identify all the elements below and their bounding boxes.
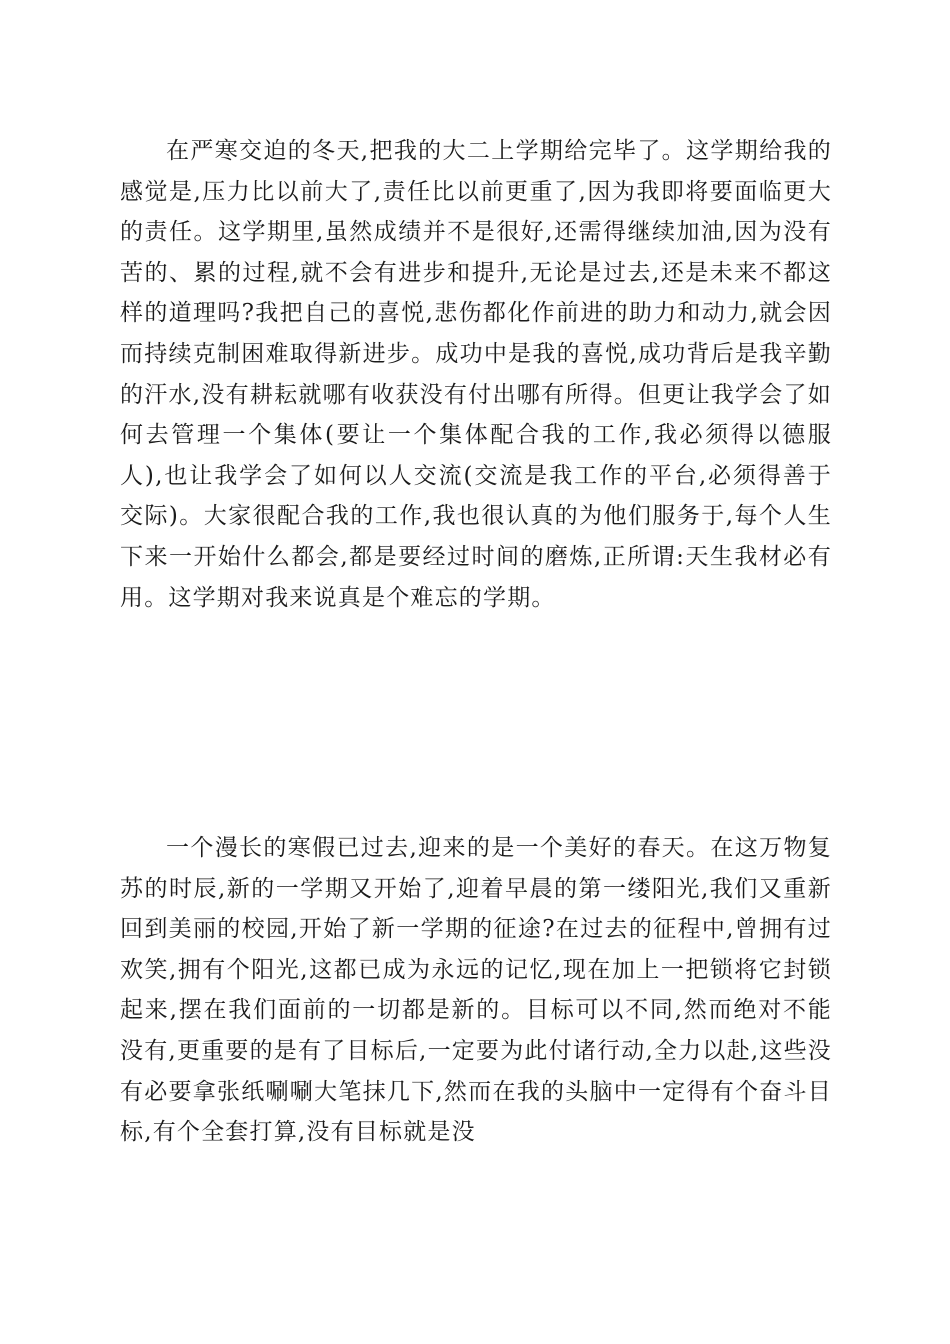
paragraph-1: 在严寒交迫的冬天,把我的大二上学期给完毕了。这学期给我的感觉是,压力比以前大了,责任比以前更重了,因为我即将要面临更大的责任。这学期里,虽然成绩并不是很好,还需得继续加油,因为没有苦的、累的过程,就不会有进步和提升,无论是过去,还是未来不都这样的道理吗?我把自己的喜悦,悲伤都化作前进的助力和动力,就会因而持续克制困难取得新进步。成功中是我的喜悦,成功背后是我辛勤的汗水,没有耕耘就哪有收获没有付出哪有所得。但更让我学会了如何去管理一个集体(要让一个集体配合我的工作,我必须得以德服人),也让我学会了如何以人交流(交流是我工作的平台,必须得善于交际)。大家很配合我的工作,我也很认真的为他们服务于,每个人生下来一开始什么都会,都是要经过时间的磨炼,正所谓:天生我材必有用。这学期对我来说真是个难忘的学期。	[120, 138, 832, 611]
paragraph-2: 一个漫长的寒假已过去,迎来的是一个美好的春天。在这万物复苏的时辰,新的一学期又开始了,迎着早晨的第一缕阳光,我们又重新回到美丽的校园,开始了新一学期的征途?在过去的征程中,曾拥有过欢笑,拥有个阳光,这都已成为永远的记忆,现在加上一把锁将它封锁起来,摆在我们面前的一切都是新的。目标可以不同,然而绝对不能没有,更重要的是有了目标后,一定要为此付诸行动,全力以赴,这些没有必要拿张纸唰唰大笔抹几下,然而在我的头脑中一定得有个奋斗目标,有个全套打算,没有目标就是没	[120, 835, 832, 1146]
